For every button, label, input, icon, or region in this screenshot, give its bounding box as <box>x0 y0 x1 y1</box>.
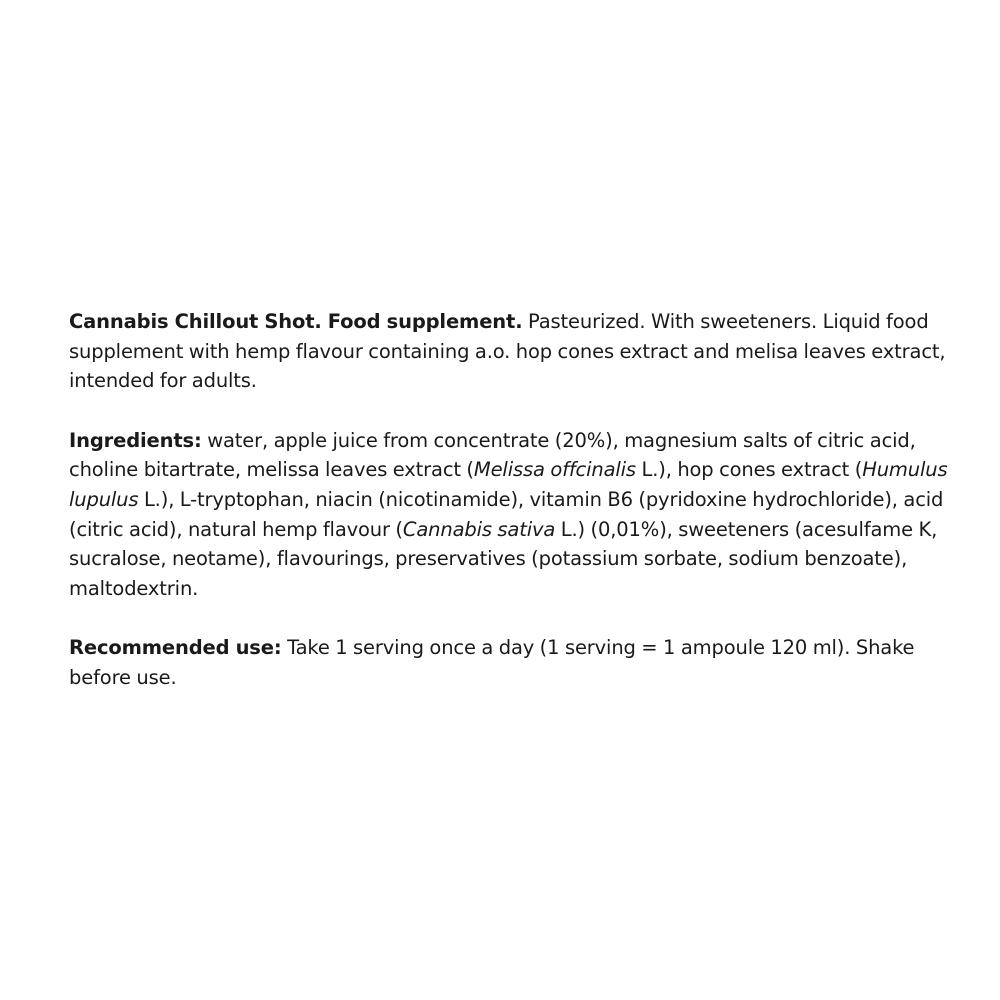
recommended-use-label: Recommended use: <box>69 636 282 660</box>
recommended-use-paragraph <box>69 633 949 692</box>
ingredient-latin-name-humulus: Humulus lupulus <box>69 458 948 511</box>
ingredients-text-2: L.), hop cones extract ( <box>641 458 863 482</box>
recommended-use-text: Take 1 serving once a day (1 serving = 1 ampoule 120 ml). Shake before use. <box>69 636 915 689</box>
product-description-paragraph <box>69 307 949 396</box>
product-description: Pasteurized. With sweeteners. Liquid food supplement with hemp flavour containing a.o. hop cones extract and melisa leaves extract, intended for adults. <box>69 310 946 393</box>
ingredients-text-1: water, apple juice from concentrate (20%), magnesium salts of citric acid, choline bitartrate, melissa leaves extract ( <box>69 428 916 482</box>
product-label-text <box>69 307 949 723</box>
ingredients-text-4: L.) (0,01%), sweeteners (acesulfame K, sucralose, neotame), flavourings, preservatives (potassium sorbate, sodium benzoate), maltodextrin. <box>69 517 938 600</box>
ingredient-latin-name-cannabis: Cannabis sativa <box>402 517 556 541</box>
ingredients-text-3: L.), L-tryptophan, niacin (nicotinamide), vitamin B6 (pyridoxine hydrochloride), acid (citric acid), natural hemp flavour ( <box>69 487 944 541</box>
ingredients-label: Ingredients: <box>69 428 202 452</box>
ingredients-paragraph <box>69 426 949 604</box>
ingredient-latin-name-melissa: Melissa offcinalis <box>473 458 636 482</box>
product-title: Cannabis Chillout Shot. Food supplement. <box>69 310 523 333</box>
